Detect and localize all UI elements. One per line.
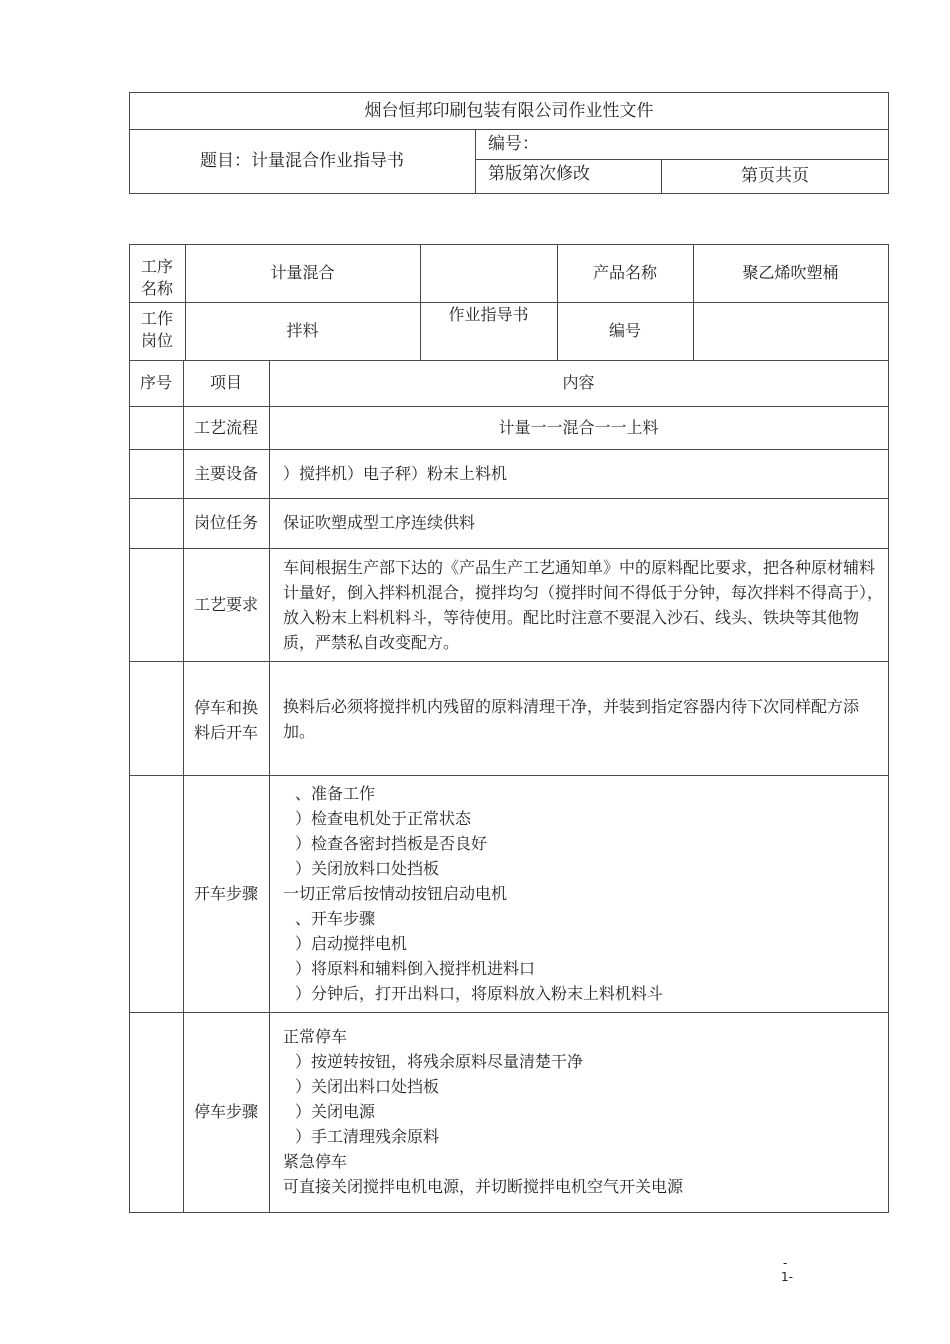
list-item: ）分钟后，打开出料口，将原料放入粉末上料机料斗 <box>295 984 664 1003</box>
process-flow-label: 工艺流程 <box>193 417 258 437</box>
list-item: 、开车步骤 <box>295 909 376 928</box>
column-header-seq: 序号 <box>139 373 172 392</box>
revision-text: 第版第次修改 <box>488 164 590 184</box>
changeover-label: 停车和换 料后开车 <box>193 698 258 742</box>
post-task-label: 岗位任务 <box>193 513 258 532</box>
list-item: ）关闭出料口处挡板 <box>295 1077 440 1096</box>
company-title: 烟台恒邦印刷包装有限公司作业性文件 <box>364 100 654 121</box>
equipment-label: 主要设备 <box>193 463 258 483</box>
equipment-content: ）搅拌机）电子秤）粉末上料机 <box>283 463 508 483</box>
list-item: ）将原料和辅料倒入搅拌机进料口 <box>295 959 536 978</box>
post-value: 拌料 <box>286 321 319 340</box>
list-item: ）关闭放料口处挡板 <box>295 859 440 878</box>
document-subject: 题目：计量混合作业指导书 <box>200 151 404 171</box>
list-item: 、准备工作 <box>295 784 376 803</box>
post-task-content: 保证吹塑成型工序连续供料 <box>283 513 476 532</box>
shutdown-steps <box>283 1024 883 1199</box>
page-number: 1- <box>781 1270 793 1284</box>
list-item: 一切正常后按情动按钮启动电机 <box>283 884 508 903</box>
list-item: ）按逆转按钮，将残余原料尽量清楚干净 <box>295 1052 584 1071</box>
requirements-content: 车间根据生产部下达的《产品生产工艺通知单》中的原料配比要求，把各种原材辅料计量好，倒入拌料机混合，搅拌均匀（搅拌时间不得低于分钟，每次拌料不得高于），放入粉末上料机料斗，等待使用。配比时注意不要混入沙石、线头、铁块等其他物质，严禁私自改变配方。 <box>283 558 884 652</box>
column-header-content: 内容 <box>562 373 595 392</box>
column-header-item: 项目 <box>209 373 242 392</box>
list-item: ）手工清理残余原料 <box>295 1127 440 1146</box>
list-item: 可直接关闭搅拌电机电源，并切断搅拌电机空气开关电源 <box>283 1177 684 1196</box>
list-item: 正常停车 <box>283 1027 348 1046</box>
list-item: ）检查电机处于正常状态 <box>295 809 472 828</box>
changeover-content: 换料后必须将搅拌机内残留的原料清理干净，并装到指定容器内待下次同样配方添加。 <box>283 697 860 741</box>
shutdown-label: 停车步骤 <box>193 1102 258 1121</box>
list-item: 紧急停车 <box>283 1152 348 1171</box>
startup-steps <box>283 781 883 1006</box>
instruction-number-label: 编号 <box>608 321 641 340</box>
page-count-text: 第页共页 <box>741 166 809 186</box>
requirements-label: 工艺要求 <box>193 594 258 614</box>
list-item: ）检查各密封挡板是否良好 <box>295 834 488 853</box>
process-name-value: 计量混合 <box>270 263 335 282</box>
product-name-value: 聚乙烯吹塑桶 <box>742 263 839 282</box>
startup-label: 开车步骤 <box>193 883 258 903</box>
doc-type-label: 作业指导书 <box>448 305 529 324</box>
product-name-label: 产品名称 <box>592 263 657 282</box>
process-name-label: 工序 名称 <box>140 257 173 298</box>
post-label: 工作 岗位 <box>140 309 173 350</box>
process-flow-content: 计量一一混合一一上料 <box>498 417 659 437</box>
list-item: ）关闭电源 <box>295 1102 376 1121</box>
footer-dash: - <box>783 1256 788 1270</box>
list-item: ）启动搅拌电机 <box>295 934 408 953</box>
document-number-label: 编号： <box>488 134 539 154</box>
